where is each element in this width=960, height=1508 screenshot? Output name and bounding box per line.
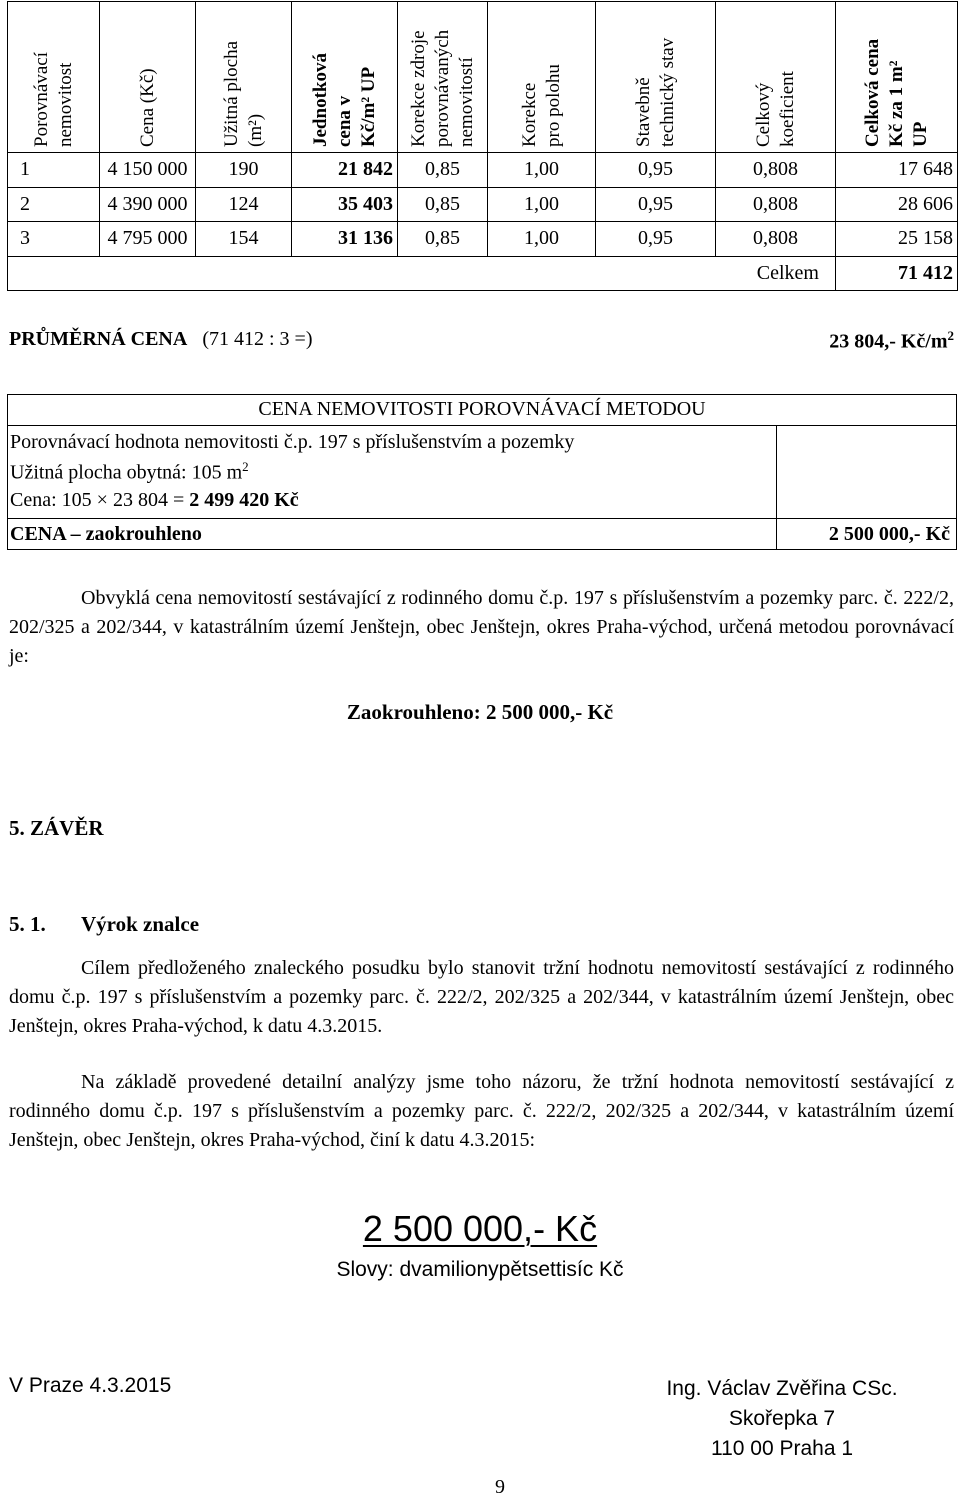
final-price-words: Slovy: dvamilionypětsettisíc Kč (336, 1258, 624, 1281)
signature-name: Ing. Václav Zvěřina CSc. (666, 1377, 898, 1400)
comparison-table (7, 1, 958, 291)
method-line-comparison-value: Porovnávací hodnota nemovitosti č.p. 197 s příslušenstvím a pozemky (10, 431, 575, 453)
table-cell: 0,95 (596, 222, 716, 257)
usual-price-text: Obvyklá cena nemovitostí sestávající z rodinného domu č.p. 197 s příslušenstvím a pozemky parc. č. 222/2, 202/325 a 202/344, v katastrálním území Jenštejn, obec Jenštejn, okres Praha-východ, určená metodou porovnávací je: (9, 587, 954, 667)
method-line-area: Užitná plocha obytná: 105 $m^2$ (10, 459, 249, 484)
table-cell: 0,85 (398, 153, 488, 188)
table-cell: 0,808 (716, 153, 836, 188)
column-header-label: Jednotková cena v Kč/m² UP (309, 53, 379, 147)
table-cell (8, 256, 716, 291)
table-cell: 4 795 000 (100, 222, 196, 257)
divider (776, 425, 777, 549)
usual-price-paragraph (9, 584, 954, 671)
column-header-label: Korekce zdroje porovnávaných nemovitostí (407, 29, 477, 147)
price-calc-result: 2 499 420 Kč (189, 489, 299, 511)
divider (8, 518, 776, 519)
table-cell: 4 390 000 (100, 187, 196, 222)
signature-block (652, 1374, 912, 1464)
final-price (0, 1208, 960, 1250)
total-value: 71 412 (836, 256, 958, 291)
table-header-row (8, 2, 958, 153)
conclusion-text-1: Cílem předloženého znaleckého posudku bylo stanovit tržní hodnotu nemovitostí sestávající z rodinného domu č.p. 197 s příslušenstvím a pozemky parc. č. 222/2, 202/325 a 202/344, v katastrálním území Jenštejn, obec Jenštejn, okres Praha-východ, k datu 4.3.2015. (9, 957, 954, 1037)
table-cell: 1,00 (488, 153, 596, 188)
method-line-price (10, 489, 299, 512)
divider (8, 425, 956, 426)
column-header (196, 2, 292, 153)
column-header-label: Celková cena Kč za 1 m² UP (861, 38, 931, 147)
method-title: CENA NEMOVITOSTI POROVNÁVACÍ METODOU (258, 398, 706, 420)
times-symbol: × (96, 489, 108, 511)
table-cell: 31 136 (292, 222, 398, 257)
table-total-row (8, 256, 958, 291)
signature-street: Skořepka 7 (728, 1407, 836, 1430)
table-cell: 124 (196, 187, 292, 222)
final-price-text: 2 500 000,- Kč (362, 1208, 598, 1249)
price-calc-mid: 23 804 = (107, 489, 190, 511)
average-price-value: 23 804,- $Kč/m^2$ (829, 328, 954, 353)
table-cell: 28 606 (836, 187, 958, 222)
table-cell: 0,808 (716, 222, 836, 257)
column-header (836, 2, 958, 153)
column-header (596, 2, 716, 153)
table-cell: 0,85 (398, 187, 488, 222)
table-cell: 21 842 (292, 153, 398, 188)
price-calc-prefix: Cena: 105 (10, 489, 97, 511)
table-cell: 4 150 000 (100, 153, 196, 188)
column-header (488, 2, 596, 153)
table-cell: 0,85 (398, 222, 488, 257)
place-and-date: V Praze 4.3.2015 (9, 1374, 172, 1397)
table-cell: 35 403 (292, 187, 398, 222)
table-cell: 2 (8, 187, 100, 222)
table-cell: 3 (8, 222, 100, 257)
column-header (716, 2, 836, 153)
column-header-label: Korekce pro polohu (518, 64, 564, 147)
comparative-method-box (7, 394, 957, 550)
table-cell: 190 (196, 153, 292, 188)
rounded-price-value: 2 500 000,- Kč (828, 523, 950, 545)
column-header (398, 2, 488, 153)
table-row (8, 153, 958, 188)
signature-city: 110 00 Praha 1 (710, 1437, 854, 1460)
divider (776, 518, 956, 519)
average-label: PRŮMĚRNÁ CENA (9, 328, 188, 350)
conclusion-text-2: Na základě provedené detailní analýzy jsme toho názoru, že tržní hodnota nemovitostí sestávající z rodinného domu č.p. 197 s příslušenstvím a pozemky parc. č. 222/2, 202/325 a 202/344, v katastrálním území Jenštejn, obec Jenštejn, okres Praha-východ, činí k datu 4.3.2015: (9, 1071, 954, 1151)
table-cell: 25 158 (836, 222, 958, 257)
column-header-label: Cena (Kč) (136, 68, 158, 147)
rounded-total: Zaokrouhleno: 2 500 000,- Kč (346, 700, 614, 724)
table-cell: 17 648 (836, 153, 958, 188)
table-row (8, 222, 958, 257)
column-header-label: Porovnávací nemovitost (30, 52, 76, 147)
column-header-label: Celkový koeficient (752, 71, 798, 147)
column-header (100, 2, 196, 153)
table-row (8, 187, 958, 222)
section-title: Výrok znalce (81, 912, 200, 936)
table-cell: 0,95 (596, 153, 716, 188)
average-calc: (71 412 : 3 =) (202, 328, 313, 350)
total-label: Celkem (716, 256, 836, 291)
table-cell: 0,95 (596, 187, 716, 222)
column-header-label: Užitná plocha (m²) (220, 40, 266, 147)
column-header (292, 2, 398, 153)
conclusion-paragraph-1 (9, 954, 954, 1041)
column-header (8, 2, 100, 153)
table-cell: 0,808 (716, 187, 836, 222)
page-number: 9 (495, 1476, 505, 1498)
column-header-label: Stavebně technický stav (632, 37, 678, 147)
average-price-label (9, 328, 312, 351)
section-heading-conclusion: 5. ZÁVĚR (9, 816, 104, 840)
table-cell: 154 (196, 222, 292, 257)
section-number: 5. 1. (9, 912, 46, 936)
section-heading-expert-statement (9, 912, 199, 937)
conclusion-paragraph-2 (9, 1068, 954, 1155)
table-cell: 1,00 (488, 222, 596, 257)
table-cell: 1,00 (488, 187, 596, 222)
table-cell: 1 (8, 153, 100, 188)
rounded-price-label: CENA – zaokrouhleno (10, 523, 202, 545)
